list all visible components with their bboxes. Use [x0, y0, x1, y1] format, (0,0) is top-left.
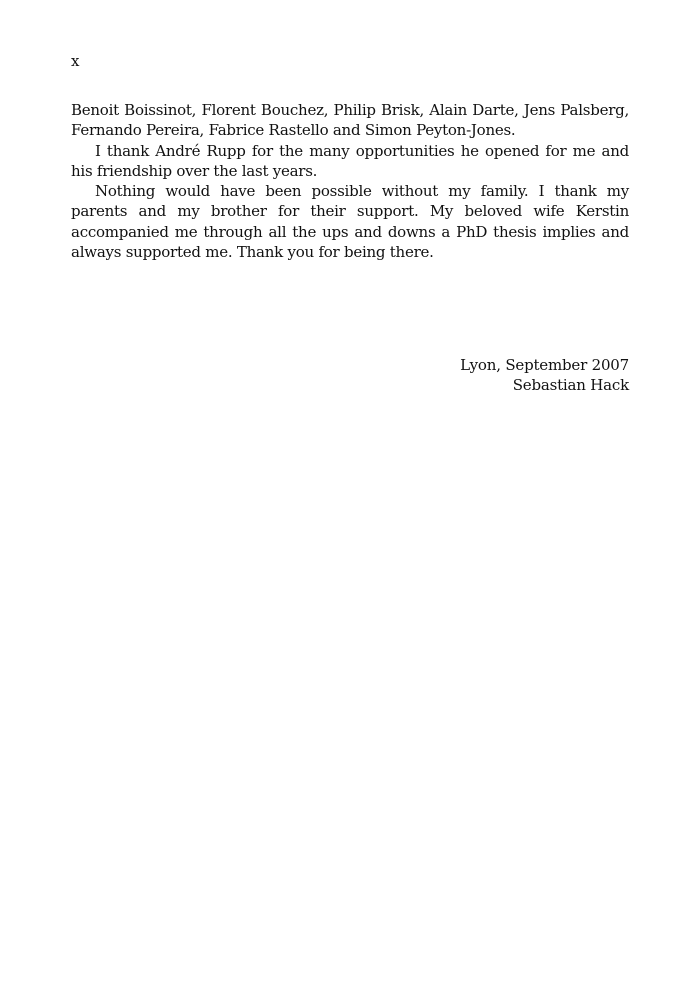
- paragraph-continued-names: Benoit Boissinot, Florent Bouchez, Philip Brisk, Alain Darte, Jens Palsberg, Fernando Pereira, Fabrice Rastello and Simon Peyton-Jones.: [71, 101, 629, 140]
- paragraph-thanks-family: Nothing would have been possible without my family. I thank my parents and my brother for their support. My beloved wife Kerstin accompanied me through all the ups and downs a PhD thesis implies and always supported me. Thank you for being there.: [71, 182, 629, 262]
- page-number: x: [71, 52, 80, 70]
- acknowledgements-text: [71, 100, 629, 262]
- signature-author: Sebastian Hack: [512, 376, 629, 395]
- signature-place-date: Lyon, September 2007: [460, 356, 629, 374]
- signature-block: [460, 355, 629, 396]
- paragraph-thanks-andre-rupp: I thank André Rupp for the many opportunities he opened for me and his friendship over the last years.: [71, 141, 629, 180]
